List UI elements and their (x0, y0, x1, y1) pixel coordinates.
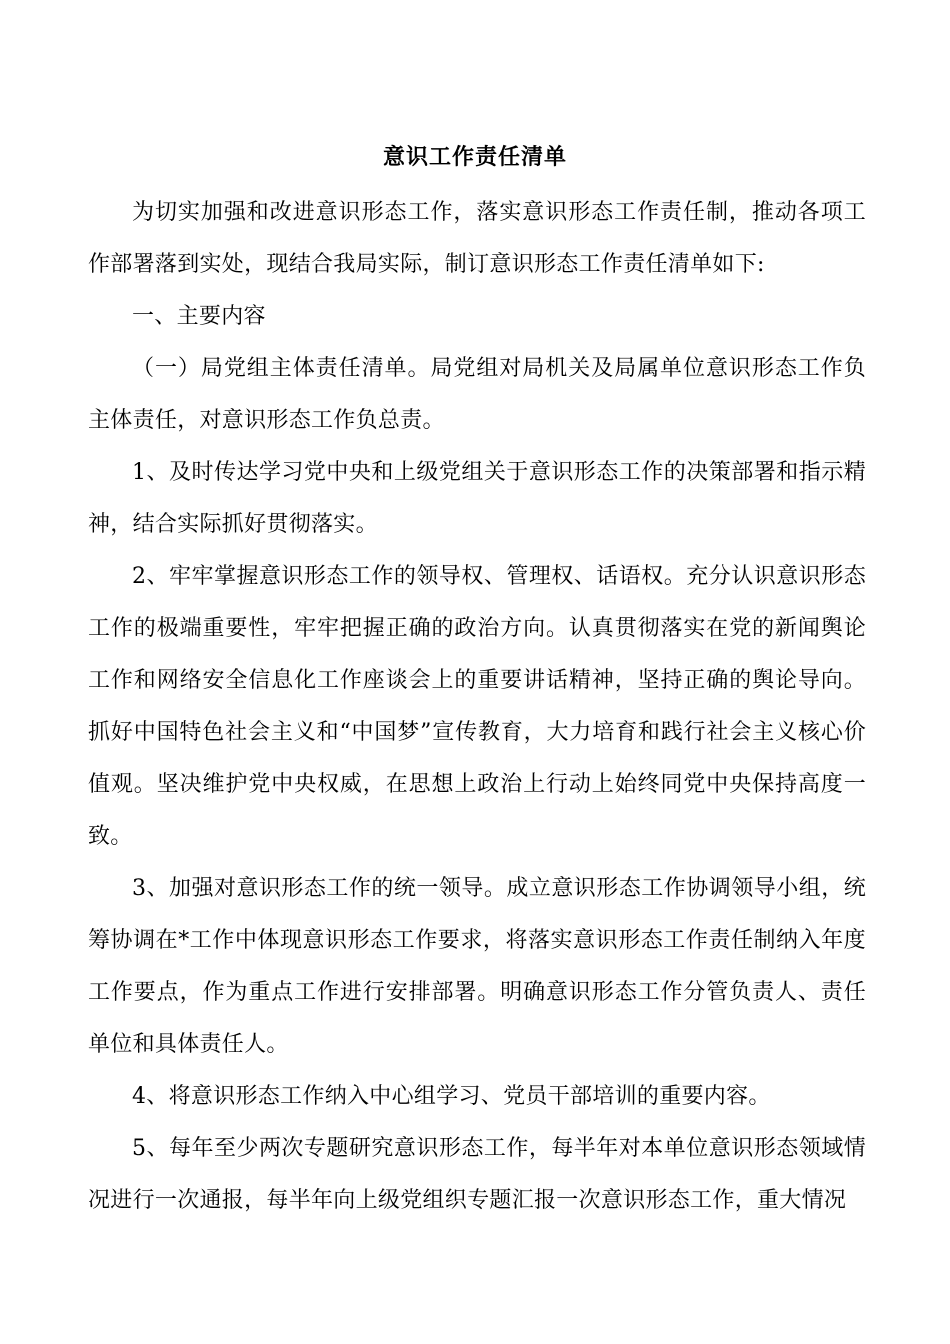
list-item-3: 3、加强对意识形态工作的统一领导。成立意识形态工作协调领导小组，统筹协调在*工作中体现意识形态工作要求，将落实意识形态工作责任制纳入年度工作要点，作为重点工作进行安排部署。明确意识形态工作分管负责人、责任单位和具体责任人。 (88, 876, 866, 1057)
list-item-1: 1、及时传达学习党中央和上级党组关于意识形态工作的决策部署和指示精神，结合实际抓好贯彻落实。 (88, 460, 866, 537)
list-item-5: 5、每年至少两次专题研究意识形态工作，每半年对本单位意识形态领域情况进行一次通报，每半年向上级党组织专题汇报一次意识形态工作，重大情况 (88, 1136, 866, 1213)
list-item-2: 2、牢牢掌握意识形态工作的领导权、管理权、话语权。充分认识意识形态工作的极端重要性，牢牢把握正确的政治方向。认真贯彻落实在党的新闻舆论工作和网络安全信息化工作座谈会上的重要讲话精神，坚持正确的舆论导向。抓好中国特色社会主义和“中国梦”宣传教育，大力培育和践行社会主义核心价值观。坚决维护党中央权威，在思想上政治上行动上始终同党中央保持高度一致。 (88, 564, 866, 849)
subsection-party-group-responsibility: （一）局党组主体责任清单。局党组对局机关及局属单位意识形态工作负主体责任，对意识形态工作负总责。 (88, 356, 866, 433)
intro-paragraph: 为切实加强和改进意识形态工作，落实意识形态工作责任制，推动各项工作部署落到实处，现结合我局实际，制订意识形态工作责任清单如下: (88, 200, 866, 277)
document-body (88, 187, 866, 1227)
list-item-4: 4、将意识形态工作纳入中心组学习、党员干部培训的重要内容。 (132, 1084, 771, 1109)
section-heading-main-content: 一、主要内容 (132, 304, 266, 329)
document-title: 意识工作责任清单 (382, 144, 567, 170)
